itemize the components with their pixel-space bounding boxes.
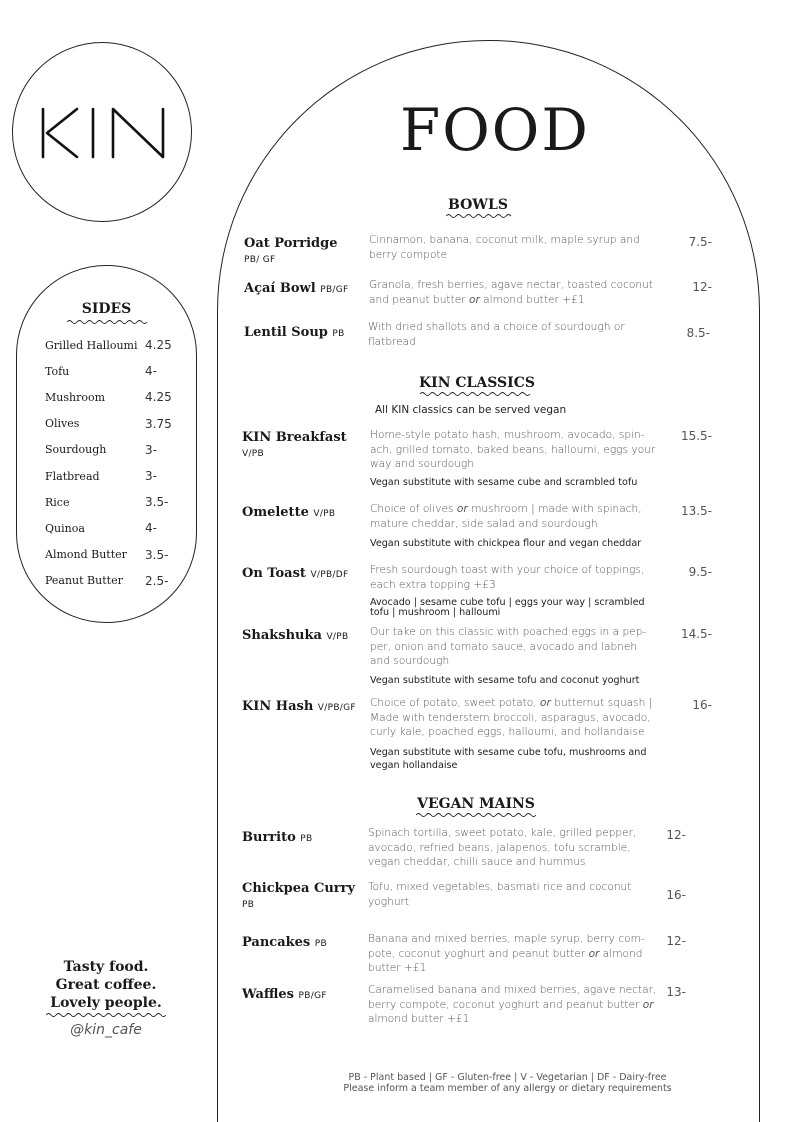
side-item xyxy=(45,411,185,437)
side-name: Grilled Halloumi xyxy=(45,338,138,352)
tagline-line: Tasty food. xyxy=(63,959,149,975)
side-item xyxy=(45,515,185,541)
side-item xyxy=(45,463,185,489)
tagline-line: Great coffee. xyxy=(55,977,157,993)
kin-logo-icon xyxy=(41,107,167,159)
menu-item-price: 16- xyxy=(692,698,712,712)
menu-item-desc: Tofu, mixed vegetables, basmati rice and coconut yoghurt xyxy=(368,881,632,908)
menu-item-vegan-sub: Avocado | sesame cube tofu | eggs your way | scrambled tofu | mushroom | halloumi xyxy=(370,597,645,618)
menu-item-name: Waffles PB/GF xyxy=(242,987,327,1002)
wavy-divider-icon xyxy=(420,391,532,397)
menu-item-price: 14.5- xyxy=(680,627,712,641)
side-price: 3- xyxy=(145,469,157,484)
wavy-divider-icon xyxy=(46,1012,166,1018)
side-name: Sourdough xyxy=(45,443,107,457)
sides-list xyxy=(45,332,185,594)
menu-item-name: KIN Breakfast V/PB xyxy=(242,430,347,459)
tagline-line: Lovely people. xyxy=(50,995,162,1011)
menu-item-desc: Cinnamon, banana, coconut milk, maple syrup and berry compote xyxy=(369,234,640,261)
side-price: 4.25 xyxy=(145,338,172,353)
logo-circle xyxy=(12,42,192,222)
menu-item-vegan-sub: Vegan substitute with sesame tofu and coconut yoghurt xyxy=(370,675,640,686)
menu-item-name: Chickpea Curry PB xyxy=(242,881,356,910)
side-item xyxy=(45,568,185,594)
menu-item-price: 16- xyxy=(666,888,686,902)
side-name: Rice xyxy=(45,495,70,509)
menu-item-desc: Fresh sourdough toast with your choice of toppings, each extra topping +£3 xyxy=(370,564,645,591)
side-item xyxy=(45,332,185,358)
menu-item-name: Açaí Bowl PB/GF xyxy=(244,281,349,296)
side-price: 3.5- xyxy=(145,495,169,510)
side-item xyxy=(45,384,185,410)
side-item xyxy=(45,542,185,568)
side-price: 4- xyxy=(145,521,157,536)
menu-item-price: 12- xyxy=(666,934,686,948)
side-price: 3- xyxy=(145,442,157,457)
side-name: Flatbread xyxy=(45,469,100,483)
menu-item-desc: Caramelised banana and mixed berries, agave nectar, berry compote, coconut yoghurt and peanut butter or almond butter +£1 xyxy=(368,984,657,1025)
allergy-note: Please inform a team member of any allergy or dietary requirements xyxy=(343,1083,672,1094)
menu-item-name: KIN Hash V/PB/GF xyxy=(242,699,356,714)
menu-item-desc: Banana and mixed berries, maple syrup, berry com-pote, coconut yoghurt and peanut butter or almond butter +£1 xyxy=(368,933,645,974)
menu-item-price: 13- xyxy=(666,985,686,999)
sides-title: SIDES xyxy=(81,301,132,317)
side-item xyxy=(45,358,185,384)
side-name: Olives xyxy=(45,417,80,431)
menu-item-desc: Our take on this classic with poached eggs in a pep-per, onion and tomato sauce, avocado and labneh and sourdough xyxy=(370,626,647,667)
side-price: 3.5- xyxy=(145,547,169,562)
menu-item-name: Lentil Soup PB xyxy=(244,325,345,340)
menu-item-desc: Spinach tortilla, sweet potato, kale, grilled pepper, avocado, refried beans, jalapenos, tofu scramble, vegan cheddar, chilli sauce and hummus xyxy=(368,827,637,868)
side-name: Almond Butter xyxy=(45,548,127,562)
page-title: FOOD xyxy=(400,96,590,164)
side-price: 3.75 xyxy=(145,416,172,431)
side-price: 2.5- xyxy=(145,573,169,588)
side-price: 4- xyxy=(145,364,157,379)
menu-item-desc: Home-style potato hash, mushroom, avocado, spin-ach, grilled tomato, baked beans, halloumi, eggs your way and sourdough xyxy=(370,429,656,470)
menu-item-price: 15.5- xyxy=(680,429,712,443)
menu-item-price: 9.5- xyxy=(688,565,712,579)
classics-note: All KIN classics can be served vegan xyxy=(375,404,567,416)
menu-item-price: 12- xyxy=(692,280,712,294)
social-handle: @kin_cafe xyxy=(70,1022,142,1038)
wavy-divider-icon xyxy=(416,812,536,818)
side-price: 4.25 xyxy=(145,390,172,405)
section-title-classics: KIN CLASSICS xyxy=(419,375,535,391)
menu-item-name: Shakshuka V/PB xyxy=(242,628,349,643)
menu-item-name: Omelette V/PB xyxy=(242,505,336,520)
menu-item-price: 13.5- xyxy=(680,504,712,518)
menu-item-desc: Choice of potato, sweet potato, or butternut squash | Made with tenderstem broccoli, asparagus, avocado, curly kale, poached eggs, halloumi, and hollandaise xyxy=(370,697,653,738)
dietary-legend xyxy=(300,1072,715,1094)
legend-line: PB - Plant based | GF - Gluten-free | V - Vegetarian | DF - Dairy-free xyxy=(348,1072,667,1083)
menu-item-price: 7.5- xyxy=(688,235,712,249)
section-title-vegan-mains: VEGAN MAINS xyxy=(417,796,535,812)
menu-item-desc: Granola, fresh berries, agave nectar, toasted coconut and peanut butter or almond butter +£1 xyxy=(369,279,653,306)
side-name: Peanut Butter xyxy=(45,574,123,588)
side-name: Tofu xyxy=(45,364,70,378)
menu-item-desc: Choice of olives or mushroom | made with spinach, mature cheddar, side salad and sourdough xyxy=(370,503,642,530)
side-item xyxy=(45,489,185,515)
wavy-divider-icon xyxy=(67,319,149,325)
menu-item-vegan-sub: Vegan substitute with chickpea flour and vegan cheddar xyxy=(370,538,642,549)
tagline xyxy=(36,958,176,1012)
menu-item-name: Burrito PB xyxy=(242,830,313,845)
side-name: Mushroom xyxy=(45,390,106,404)
menu-item-name: On Toast V/PB/DF xyxy=(242,566,349,581)
menu-item-price: 8.5- xyxy=(686,326,710,340)
side-item xyxy=(45,437,185,463)
menu-item-vegan-sub: Vegan substitute with sesame cube tofu, mushrooms and vegan hollandaise xyxy=(370,747,647,771)
menu-item-price: 12- xyxy=(666,828,686,842)
side-name: Quinoa xyxy=(45,521,85,535)
sides-panel xyxy=(16,265,197,623)
menu-item-desc: With dried shallots and a choice of sourdough or flatbread xyxy=(368,321,625,348)
menu-item-vegan-sub: Vegan substitute with sesame cube and scrambled tofu xyxy=(370,477,638,488)
section-title-bowls: BOWLS xyxy=(448,197,508,213)
wavy-divider-icon xyxy=(446,213,512,219)
menu-item-name: Oat Porridge PB/ GF xyxy=(244,236,338,265)
menu-item-name: Pancakes PB xyxy=(242,935,327,950)
